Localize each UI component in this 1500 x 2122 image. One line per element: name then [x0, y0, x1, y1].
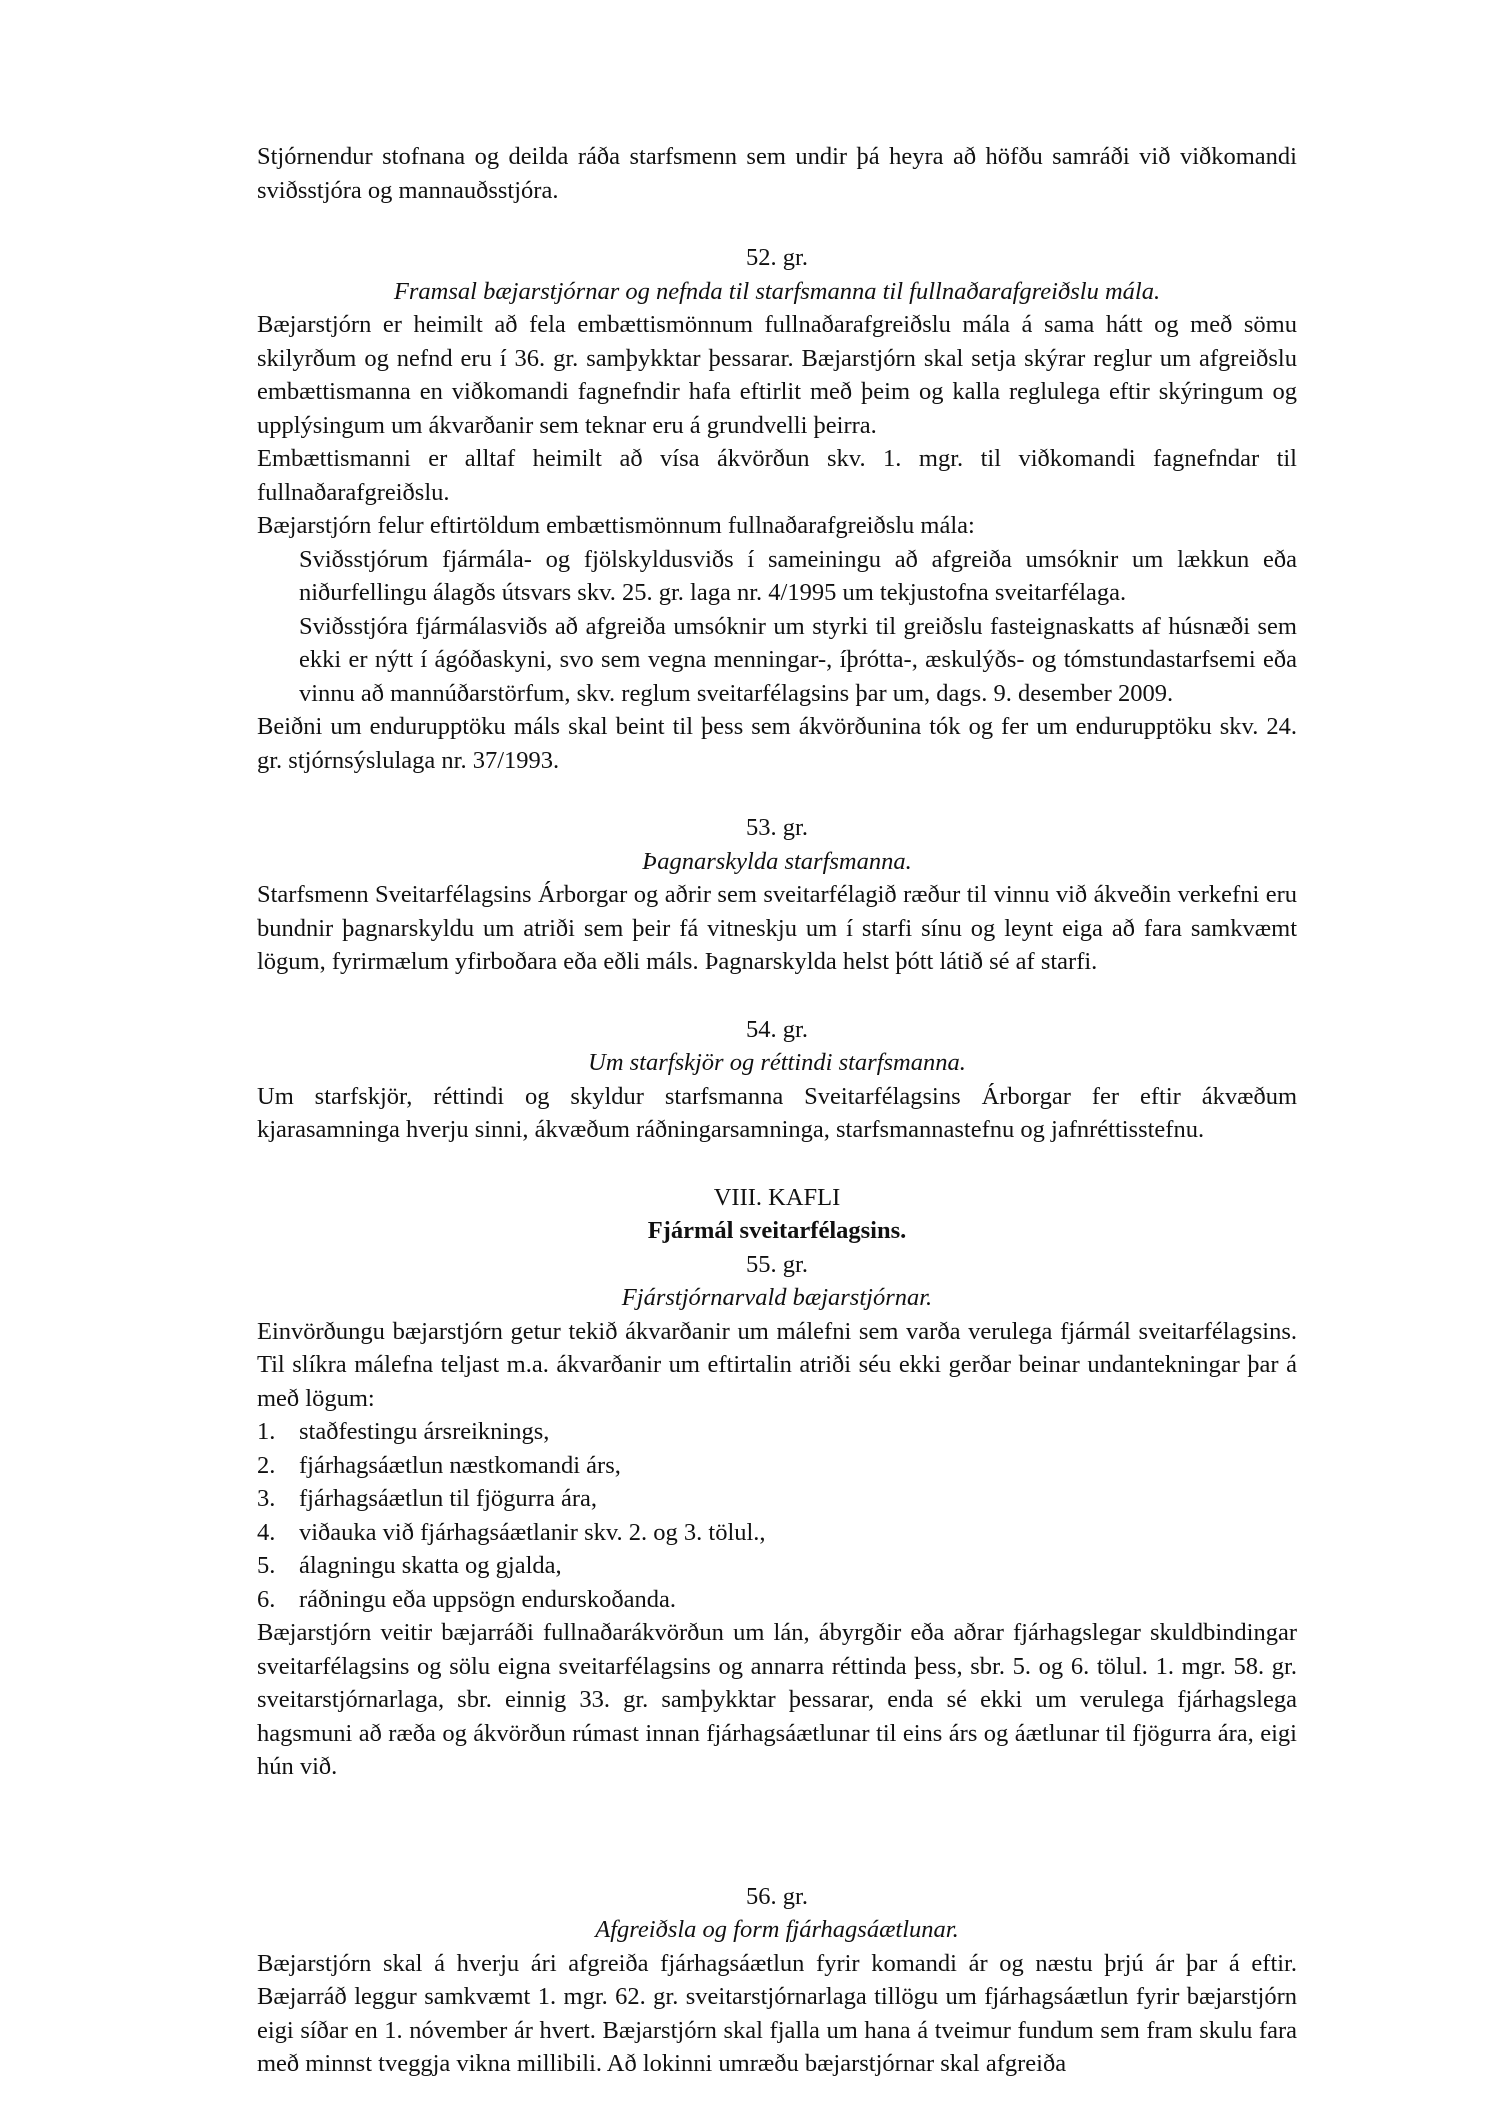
chapter-title: Fjármál sveitarfélagsins.: [647, 1217, 907, 1244]
article-52-delegation-2: Sviðsstjóra fjármálasviðs að afgreiða umsóknir um styrki til greiðslu fasteignaskatts af húsnæði sem ekki er nýtt í ágóðaskyni, svo sem vegna menningar-, íþrótta-, æskulýðs- og tómstundastarfsemi eða vinnu að mannúðarstörfum, skv. reglum sveitarfélagsins þar um, dags. 9. desember 2009.: [299, 612, 1297, 707]
document-page: [257, 140, 1297, 2081]
article-53-title: Þagnarskylda starfsmanna.: [642, 847, 912, 875]
article-55-paragraph-2: Bæjarstjórn veitir bæjarráði fullnaðarákvörðun um lán, ábyrgðir eða aðrar fjárhagslegar skuldbindingar sveitarfélagsins og sölu eigna sveitarfélagsins og annarra réttinda þess, sbr. 5. og 6. tölul. 1. mgr. 58. gr. sveitarstjórnarlaga, sbr. einnig 33. gr. samþykktar þessarar, enda sé ekki um verulega fjárhagslega hagsmuni að ræða og ákvörðun rúmast innan fjárhagsáætlunar til eins árs og áætlunar til fjögurra ára, eigi hún við.: [257, 1619, 1297, 1780]
list-item: 3. fjárhagsáætlun til fjögurra ára,: [257, 1485, 597, 1512]
article-52-paragraph-4: Beiðni um endurupptöku máls skal beint til þess sem ákvörðunina tók og fer um endurupptöku skv. 24. gr. stjórnsýslulaga nr. 37/1993.: [257, 713, 1297, 774]
article-53-paragraph-1: Starfsmenn Sveitarfélagsins Árborgar og aðrir sem sveitarfélagið ræður til vinnu við ákveðin verkefni eru bundnir þagnarskyldu um atriði sem þeir fá vitneskju um í starfi sínu og leynt eiga að fara samkvæmt lögum, fyrirmælum yfirboðara eða eðli máls. Þagnarskylda helst þótt látið sé af starfi.: [257, 881, 1297, 975]
article-54-title: Um starfskjör og réttindi starfsmanna.: [588, 1049, 966, 1076]
article-52-paragraph-2: Embættismanni er alltaf heimilt að vísa ákvörðun skv. 1. mgr. til viðkomandi fagnefndar til fullnaðarafgreiðslu.: [257, 445, 1297, 506]
article-52-number: 52. gr.: [746, 244, 808, 271]
list-item: 6. ráðningu eða uppsögn endurskoðanda.: [257, 1585, 676, 1613]
list-item: 1. staðfestingu ársreiknings,: [257, 1418, 550, 1445]
article-56-paragraph-1: Bæjarstjórn skal á hverju ári afgreiða fjárhagsáætlun fyrir komandi ár og næstu þrjú ár þar á eftir. Bæjarráð leggur samkvæmt 1. mgr. 62. gr. sveitarstjórnarlaga tillögu um fjárhagsáætlun fyrir bæjarstjórn eigi síðar en 1. nóvember ár hvert. Bæjarstjórn skal fjalla um hana á tveimur fundum sem fram skulu fara með minnst tveggja vikna millibili. Að lokinni umræðu bæjarstjórnar skal afgreiða: [257, 1949, 1297, 2077]
article-55-paragraph-1: Einvörðungu bæjarstjórn getur tekið ákvarðanir um málefni sem varða verulega fjármál sveitarfélagsins. Til slíkra málefna teljast m.a. ákvarðanir um eftirtalin atriði séu ekki gerðar beinar undantekningar þar á með lögum:: [257, 1317, 1297, 1412]
article-52-paragraph-1: Bæjarstjórn er heimilt að fela embættismönnum fullnaðarafgreiðslu mála á sama hátt og með sömu skilyrðum og nefnd eru í 36. gr. samþykktar þessarar. Bæjarstjórn skal setja skýrar reglur um afgreiðslu embættismanna en viðkomandi fagnefndir hafa eftirlit með þeim og kalla reglulega eftir skýringum og upplýsingum um ákvarðanir sem teknar eru á grundvelli þeirra.: [257, 311, 1297, 439]
article-56-title: Afgreiðsla og form fjárhagsáætlunar.: [595, 1916, 959, 1943]
article-54-paragraph-1: Um starfskjör, réttindi og skyldur starfsmanna Sveitarfélagsins Árborgar fer eftir ákvæðum kjarasamninga hverju sinni, ákvæðum ráðningarsamninga, starfsmannastefnu og jafnréttisstefnu.: [257, 1082, 1297, 1143]
article-54-number: 54. gr.: [746, 1015, 808, 1043]
list-item: 4. viðauka við fjárhagsáætlanir skv. 2. og 3. tölul.,: [257, 1518, 766, 1546]
list-item: 2. fjárhagsáætlun næstkomandi árs,: [257, 1451, 621, 1479]
article-53-number: 53. gr.: [746, 814, 808, 841]
article-52-paragraph-3: Bæjarstjórn felur eftirtöldum embættismönnum fullnaðarafgreiðslu mála:: [257, 512, 975, 539]
article-55-number: 55. gr.: [746, 1250, 808, 1278]
intro-paragraph: Stjórnendur stofnana og deilda ráða starfsmenn sem undir þá heyra að höfðu samráði við viðkomandi sviðsstjóra og mannauðsstjóra.: [257, 143, 1297, 204]
chapter-label: VIII. KAFLI: [713, 1183, 841, 1211]
article-56-number: 56. gr.: [746, 1882, 808, 1910]
article-55-title: Fjárstjórnarvald bæjarstjórnar.: [621, 1284, 933, 1311]
article-55-list: [257, 1415, 1297, 1616]
article-52-delegation-1: Sviðsstjórum fjármála- og fjölskyldusviðs í sameiningu að afgreiða umsóknir um lækkun eða niðurfellingu álagðs útsvars skv. 25. gr. laga nr. 4/1995 um tekjustofna sveitarfélaga.: [299, 545, 1297, 606]
list-item: 5. álagningu skatta og gjalda,: [257, 1552, 562, 1579]
article-52-title: Framsal bæjarstjórnar og nefnda til starfsmanna til fullnaðarafgreiðslu mála.: [393, 277, 1161, 305]
